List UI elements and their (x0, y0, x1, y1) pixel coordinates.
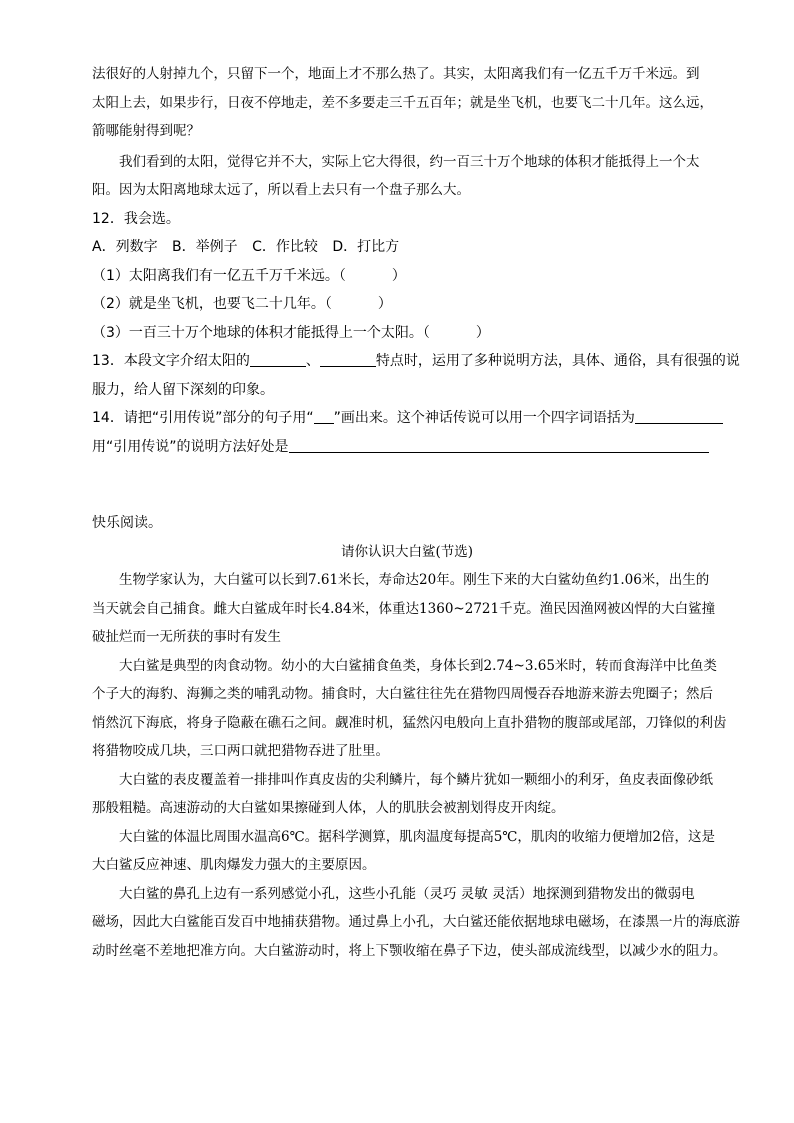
option-a: A．列数字 (92, 239, 158, 255)
underline-sample (314, 409, 334, 424)
text-line: 我们看到的太阳，觉得它并不大，实际上它大得很，约一百三十万个地球的体积才能抵得上一个太 (119, 153, 700, 170)
question-13 (92, 347, 740, 404)
text-line: 阳。因为太阳离地球太远了，所以看上去只有一个盘子那么大。 (92, 182, 470, 198)
article-paragraph: 生物学家认为，大白鲨可以长到7.61米长，寿命达20年。刚生下来的大白鲨幼鱼约1.06米，出生的 当天就会自己捕食。雌大白鲨成年时长4.84米，体重达1360~2721千克。渔民因渔网被凶悍的大白鲨撞 破扯烂而一无所获的事时有发生 (92, 572, 716, 645)
question-item: （1）太阳离我们有一亿五千万千米远。（ ） (92, 267, 406, 284)
article-paragraph: 大白鲨的表皮覆盖着一排排叫作真皮齿的尖利鳞片，每个鳞片犹如一颗细小的利牙，鱼皮表面像砂纸 那般粗糙。高速游动的大白鲨如果擦碰到人体，人的肌肤会被割划得皮开肉绽。 (92, 771, 713, 816)
question-text: 服力，给人留下深刻的印象。 (92, 381, 274, 398)
article-body (92, 566, 740, 965)
question-text: 13．本段文字介绍太阳的 、 特点时，运用了多种说明方法，具体、通俗，具有很强的说 (92, 353, 740, 369)
article-paragraph: 大白鲨的体温比周围水温高6℃。据科学测算，肌肉温度每提高5℃，肌肉的收缩力便增加2倍，这是 大白鲨反应神速、肌肉爆发力强大的主要原因。 (92, 828, 715, 873)
text-line: 太阳上去，如果步行，日夜不停地走，差不多要走三千五百年；就是坐飞机，也要飞二十几年。这么远， (92, 94, 713, 111)
options-row (92, 233, 722, 262)
question-item: （3）一百三十万个地球的体积才能抵得上一个太阳。（ ） (92, 324, 490, 341)
article-paragraph: 大白鲨是典型的肉食动物。幼小的大白鲨捕食鱼类，身体长到2.74~3.65米时，转而食海洋中比鱼类 个子大的海豹、海狮之类的哺乳动物。捕食时，大白鲨往往先在猎物四周慢吞吞地游来游去兜圈子；然后 悄然沉下海底，将身子隐蔽在礁石之间。觑准时机，猛然闪电般向上直扑猎物的腹部或尾部，刀锋似的利齿 将猎物咬成几块，三口两口就把猎物吞进了肚里。 (92, 657, 727, 759)
answer-blank[interactable] (289, 438, 709, 453)
section-heading: 快乐阅读。 (92, 515, 162, 531)
option-c: C．作比较 (252, 239, 318, 255)
passage-paragraph-2 (92, 148, 722, 205)
answer-blank[interactable] (320, 352, 376, 367)
answer-blank[interactable] (635, 409, 723, 424)
document-page (92, 60, 740, 965)
text-line: 箭哪能射得到呢？ (92, 123, 200, 139)
article-title: 请你认识大白鲨(节选) (340, 543, 474, 560)
option-b: B．举例子 (172, 239, 238, 255)
text-line: 法很好的人射掉九个，只留下一个，地面上才不那么热了。其实，太阳离我们有一亿五千万千米远。到 (92, 66, 700, 82)
question-item: （2）就是坐飞机，也要飞二十几年。（ ） (92, 296, 392, 312)
question-14 (92, 404, 722, 461)
article-paragraph: 大白鲨的鼻孔上边有一系列感觉小孔，这些小孔能（灵巧 灵敏 灵活）地探测到猎物发出的微弱电 磁场，因此大白鲨能百发百中地捕获猎物。通过鼻上小孔，大白鲨还能依据地球电磁场，在漆黑一片的海底游 动时丝毫不差地把准方向。大白鲨游动时，将上下颚收缩在鼻子下边，使头部成流线型，以减少水的阻力。 (92, 885, 740, 959)
option-d: D．打比方 (332, 239, 400, 255)
question-title: 12．我会选。 (92, 210, 180, 227)
passage-paragraph-1 (92, 60, 722, 146)
question-12 (92, 205, 722, 348)
question-text: 用“引用传说”的说明方法好处是 (92, 433, 722, 462)
answer-blank[interactable] (250, 352, 306, 367)
question-text: 14．请把“引用传说”部分的句子用“ ”画出来。这个神话传说可以用一个四字词语括为 (92, 404, 722, 433)
